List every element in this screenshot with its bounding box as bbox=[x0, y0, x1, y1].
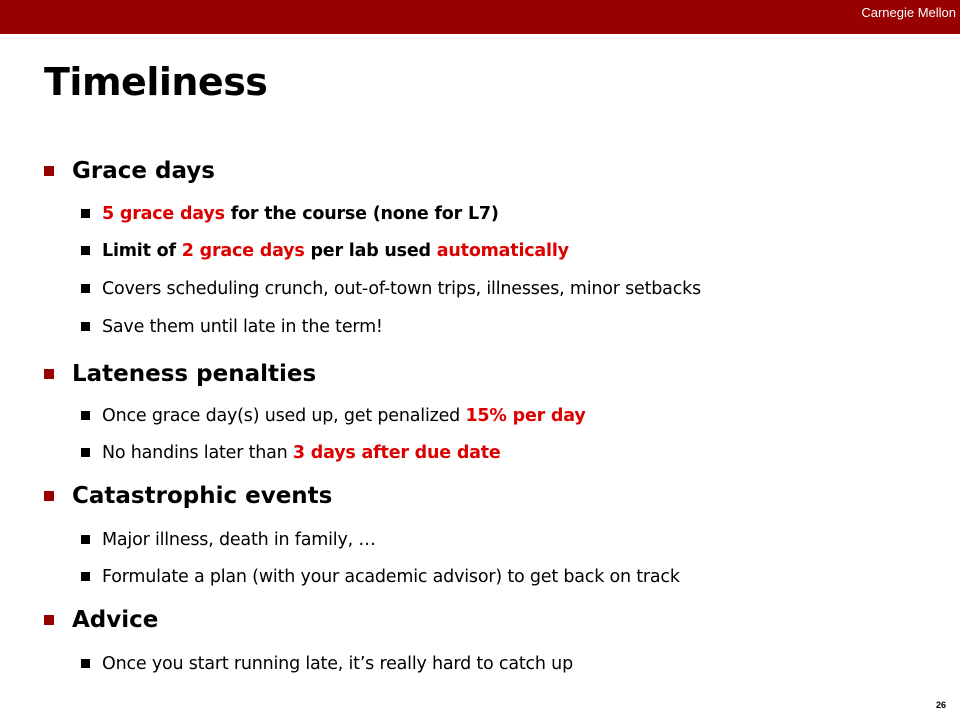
sub-bullet bbox=[81, 564, 680, 590]
bullet-heading: Catastrophic events bbox=[72, 483, 333, 509]
square-bullet-icon bbox=[81, 284, 90, 293]
emphasis-text: 5 grace days bbox=[102, 204, 225, 224]
bullet-catastrophic-events bbox=[44, 481, 332, 511]
bullet-text: Once grace day(s) used up, get penalized bbox=[102, 406, 466, 426]
square-bullet-icon bbox=[44, 166, 54, 176]
emphasis-text: 3 days after due date bbox=[292, 443, 501, 463]
bullet-text: Formulate a plan (with your academic advisor) to get back on track bbox=[102, 567, 680, 587]
square-bullet-icon bbox=[44, 369, 54, 379]
bullet-text: No handins later than bbox=[102, 443, 293, 463]
sub-bullet bbox=[81, 527, 376, 553]
bullet-text: Save them until late in the term! bbox=[102, 317, 383, 337]
sub-bullet bbox=[81, 201, 499, 227]
bullet-lateness-penalties bbox=[44, 359, 316, 389]
square-bullet-icon bbox=[81, 535, 90, 544]
page-number: 26 bbox=[935, 700, 946, 710]
sub-bullet bbox=[81, 651, 573, 677]
square-bullet-icon bbox=[81, 572, 90, 581]
sub-bullet bbox=[81, 403, 586, 429]
square-bullet-icon bbox=[81, 322, 90, 331]
square-bullet-icon bbox=[81, 659, 90, 668]
square-bullet-icon bbox=[81, 448, 90, 457]
emphasis-text: automatically bbox=[436, 241, 569, 261]
emphasis-text: 2 grace days bbox=[181, 241, 305, 261]
square-bullet-icon bbox=[81, 209, 90, 218]
square-bullet-icon bbox=[81, 246, 90, 255]
header-bar bbox=[0, 0, 960, 34]
bullet-text: Once you start running late, it’s really hard to catch up bbox=[102, 654, 573, 674]
square-bullet-icon bbox=[44, 491, 54, 501]
square-bullet-icon bbox=[81, 411, 90, 420]
emphasis-text: 15% per day bbox=[465, 406, 586, 426]
bullet-text: Covers scheduling crunch, out-of-town trips, illnesses, minor setbacks bbox=[102, 279, 701, 299]
bullet-heading: Advice bbox=[72, 607, 159, 633]
bullet-heading: Lateness penalties bbox=[72, 361, 317, 387]
bullet-text: Major illness, death in family, … bbox=[102, 530, 376, 550]
sub-bullet bbox=[81, 238, 569, 264]
square-bullet-icon bbox=[44, 615, 54, 625]
bullet-grace-days bbox=[44, 156, 215, 186]
sub-bullet bbox=[81, 276, 701, 302]
bullet-text: Limit of bbox=[102, 241, 182, 261]
bullet-advice bbox=[44, 605, 158, 635]
bullet-heading: Grace days bbox=[72, 158, 215, 184]
sub-bullet bbox=[81, 440, 501, 466]
slide-title: Timeliness bbox=[44, 60, 268, 104]
bullet-text: per lab used bbox=[304, 241, 437, 261]
sub-bullet bbox=[81, 314, 383, 340]
bullet-text: for the course (none for L7) bbox=[224, 204, 499, 224]
brand-label: Carnegie Mellon bbox=[861, 5, 956, 20]
